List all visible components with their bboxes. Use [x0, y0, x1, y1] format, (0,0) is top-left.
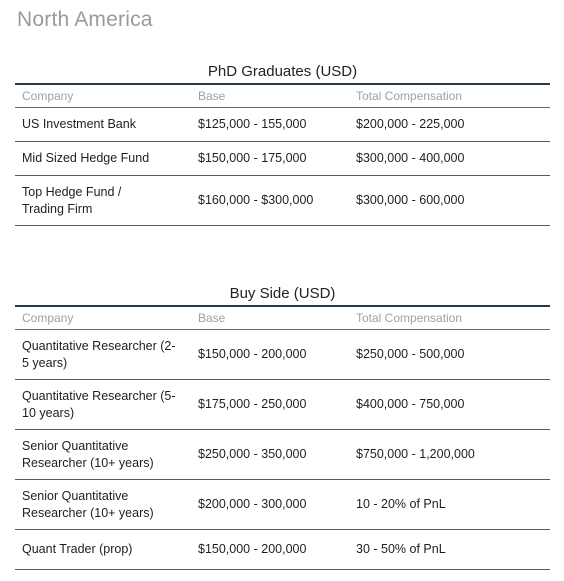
- total-cell: $300,000 - 400,000: [356, 151, 465, 165]
- base-cell: $150,000 - 200,000: [198, 347, 307, 361]
- table-row: [15, 142, 550, 176]
- total-cell: 10 - 20% of PnL: [356, 497, 446, 511]
- table-row: [15, 176, 550, 226]
- phd-graduates-table: [15, 61, 550, 226]
- base-cell: $250,000 - 350,000: [198, 447, 307, 461]
- total-cell: $250,000 - 500,000: [356, 347, 465, 361]
- table-title: PhD Graduates (USD): [207, 63, 358, 80]
- company-cell: Mid Sized Hedge Fund: [22, 151, 150, 165]
- total-cell: $400,000 - 750,000: [356, 397, 465, 411]
- header-company: Company: [22, 88, 74, 103]
- base-cell: $150,000 - 200,000: [198, 542, 307, 556]
- header-total-compensation: Total Compensation: [356, 88, 463, 103]
- header-base: Base: [198, 88, 226, 103]
- table-row: [15, 530, 550, 570]
- table-row: [15, 380, 550, 430]
- company-cell: Quantitative Researcher (5-10 years): [22, 388, 176, 420]
- company-cell: US Investment Bank: [22, 117, 136, 131]
- company-cell: Senior Quantitative Researcher (10+ years): [22, 438, 154, 470]
- table-row: [15, 430, 550, 480]
- base-cell: $150,000 - 175,000: [198, 151, 307, 165]
- table-title: Buy Side (USD): [229, 285, 336, 302]
- base-cell: $175,000 - 250,000: [198, 397, 307, 411]
- table-row: [15, 330, 550, 380]
- header-base: Base: [198, 310, 226, 325]
- company-cell: Quant Trader (prop): [22, 542, 133, 556]
- base-cell: $200,000 - 300,000: [198, 497, 307, 511]
- table-row: [15, 480, 550, 530]
- header-total-compensation: Total Compensation: [356, 310, 463, 325]
- total-cell: $200,000 - 225,000: [356, 117, 465, 131]
- table-header-row: [15, 307, 550, 330]
- total-cell: $300,000 - 600,000: [356, 193, 465, 207]
- company-cell: Quantitative Researcher (2-5 years): [22, 338, 176, 370]
- company-cell: Senior Quantitative Researcher (10+ years): [22, 488, 154, 520]
- total-cell: $750,000 - 1,200,000: [356, 447, 475, 461]
- base-cell: $125,000 - 155,000: [198, 117, 307, 131]
- base-cell: $160,000 - $300,000: [198, 193, 314, 207]
- region-title: North America: [17, 8, 153, 31]
- header-company: Company: [22, 310, 74, 325]
- table-header-row: [15, 85, 550, 108]
- table-row: [15, 108, 550, 142]
- buy-side-table: [15, 283, 550, 570]
- total-cell: 30 - 50% of PnL: [356, 542, 446, 556]
- company-cell: Top Hedge Fund / Trading Firm: [22, 184, 122, 216]
